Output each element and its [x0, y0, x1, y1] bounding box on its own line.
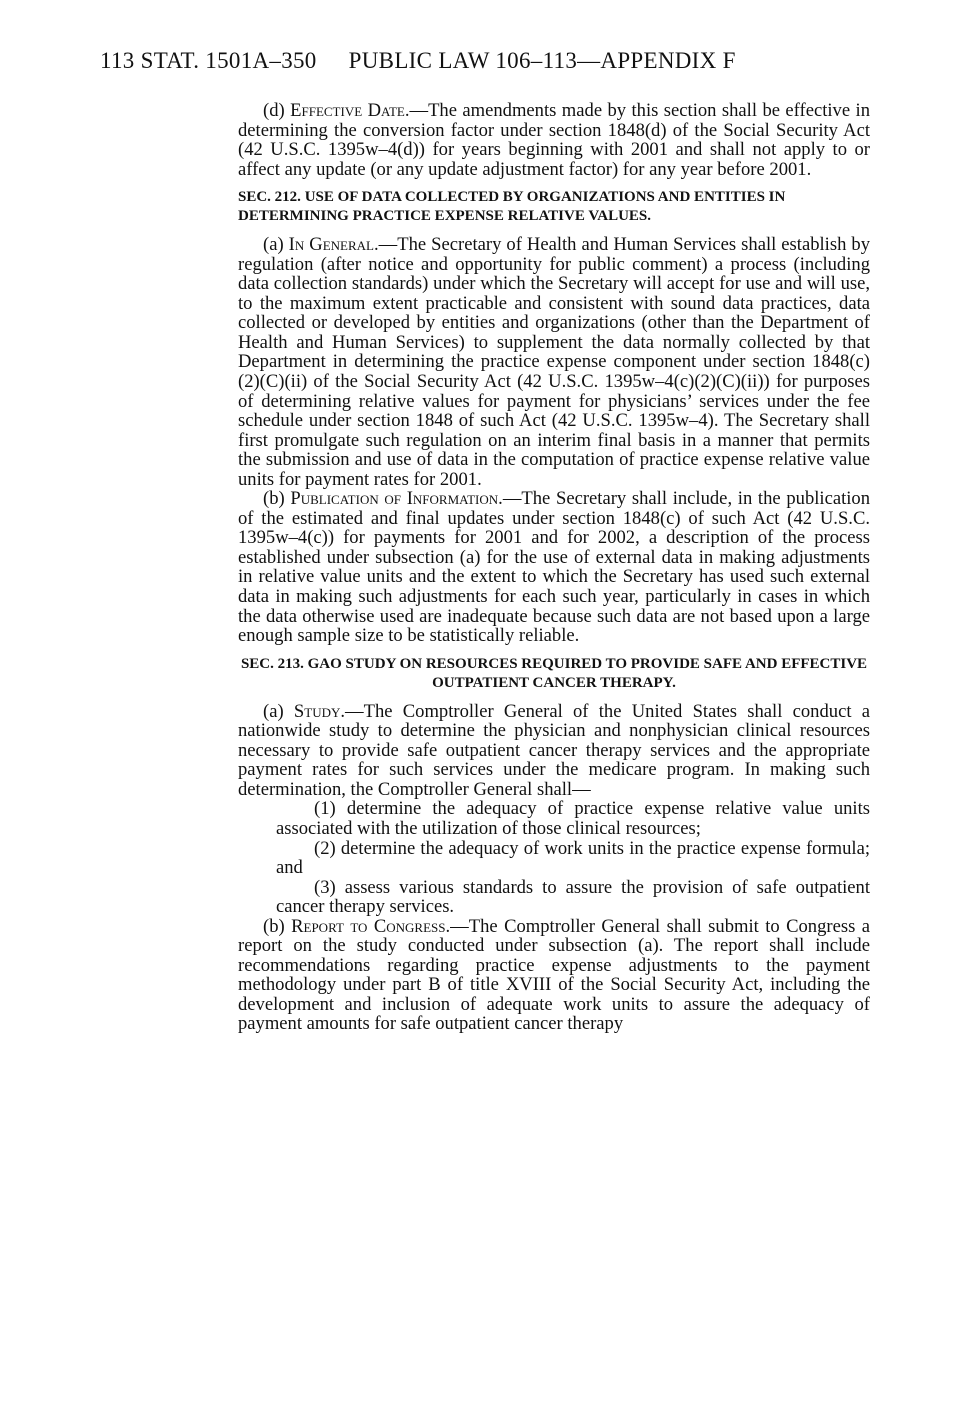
section-213-item-1: (1) determine the adequacy of practice expense relative value units associated with the utilization of those clinical resources; [276, 798, 870, 839]
section-212-number: SEC. 212. [238, 189, 301, 206]
section-213-item-2: (2) determine the adequacy of work units in the practice expense formula; and [276, 837, 870, 879]
subsection-d-label: (d) [263, 100, 285, 121]
section-213-a-heading: Study. [293, 700, 346, 722]
section-213-subsection-a [238, 702, 870, 800]
section-212-title: USE OF DATA COLLECTED BY ORGANIZATIONS AND ENTITIES IN DETERMINING PRACTICE EXPENSE RELATIVE VALUES. [238, 189, 786, 225]
section-213-a-text: —The Comptroller General of the United States shall conduct a nationwide study to determine the physician and nonphysician clinical resources necessary to provide safe outpatient cancer therapy services and the appropriate payment rates for such services under the medicare program. In making such determination, the Comptroller General shall— [238, 700, 870, 800]
section-212-a-heading: In General. [288, 234, 379, 256]
section-213-title: GAO STUDY ON RESOURCES REQUIRED TO PROVIDE SAFE AND EFFECTIVE OUTPATIENT CANCER THERAPY. [307, 655, 868, 691]
section-212-subsection-b [238, 489, 870, 645]
section-212-a-label: (a) [263, 234, 284, 256]
section-212-subsection-a [238, 235, 870, 489]
subsection-d [238, 101, 870, 179]
section-212-a-text: —The Secretary of Health and Human Services shall establish by regulation (after notice and opportunity for public comment) a process (including data collection standards) under which the Secretary will accept for use and will use, to the maximum extent practicable and consistent with sound data practices, data collected or developed by entities and organizations (other than the Department of Health and Human Services) to supplement the data normally collected by that Department in determining the practice expense component under section 1848(c)(2)(C)(ii) of the Social Security Act (42 U.S.C. 1395w–4(c)(2)(C)(ii)) for purposes of determining relative values for payment for physicians’ services under the fee schedule under section 1848 of such Act (42 U.S.C. 1395w–4). The Secretary shall first promulgate such regulation on an interim final basis in a manner that permits the submission and use of data in the computation of practice expense relative value units for payment rates for 2001. [238, 234, 870, 490]
section-213-a-label: (a) [263, 700, 284, 722]
subsection-d-heading: Effective Date. [290, 100, 410, 121]
section-213-b-text: —The Comptroller General shall submit to Congress a report on the study conducted under subsection (a). The report shall include recommendations regarding practice expense adjustments to the payment methodology under part B of title XVIII of the Social Security Act, including the development and inclusion of adequate work units to assure the adequacy of payment amounts for safe outpatient cancer therapy [238, 915, 870, 1035]
subsection-d-text: —The amendments made by this section shall be effective in determining the conversion factor under section 1848(d) of the Social Security Act (42 U.S.C. 1395w–4(d)) for years beginning with 2001 and shall not apply to or affect any update (or any update adjustment factor) for any year before 2001. [238, 100, 870, 180]
section-213-b-label: (b) [263, 915, 285, 937]
running-title: PUBLIC LAW 106–113—APPENDIX F [348, 48, 736, 73]
section-213-number: SEC. 213. [240, 655, 304, 672]
body-column [238, 101, 870, 1034]
section-212-b-label: (b) [263, 488, 285, 510]
section-212-b-text: —The Secretary shall include, in the publication of the estimated and final updates under section 1848(c) of such Act (42 U.S.C. 1395w–4(c)) for payments for 2001 and for 2002, a description of the process established under subsection (a) for the use of external data in making adjustments in relative value units and the extent to which the Secretary has used such external data in making such adjustments for each such year, particularly in cases in which the data otherwise used are inadequate because such data are not based upon a large enough sample size to be statistically reliable. [238, 488, 870, 647]
section-212-b-heading: Publication of Information. [290, 488, 503, 510]
running-head [100, 48, 736, 74]
page-number: 113 STAT. 1501A–350 [100, 48, 317, 73]
section-212-heading [238, 188, 870, 226]
section-213-b-heading: Report to Congress. [291, 915, 451, 937]
section-213-item-3: (3) assess various standards to assure the provision of safe outpatient cancer therapy services. [276, 876, 870, 918]
section-213-subsection-b [238, 917, 870, 1034]
section-213-heading [238, 655, 870, 693]
